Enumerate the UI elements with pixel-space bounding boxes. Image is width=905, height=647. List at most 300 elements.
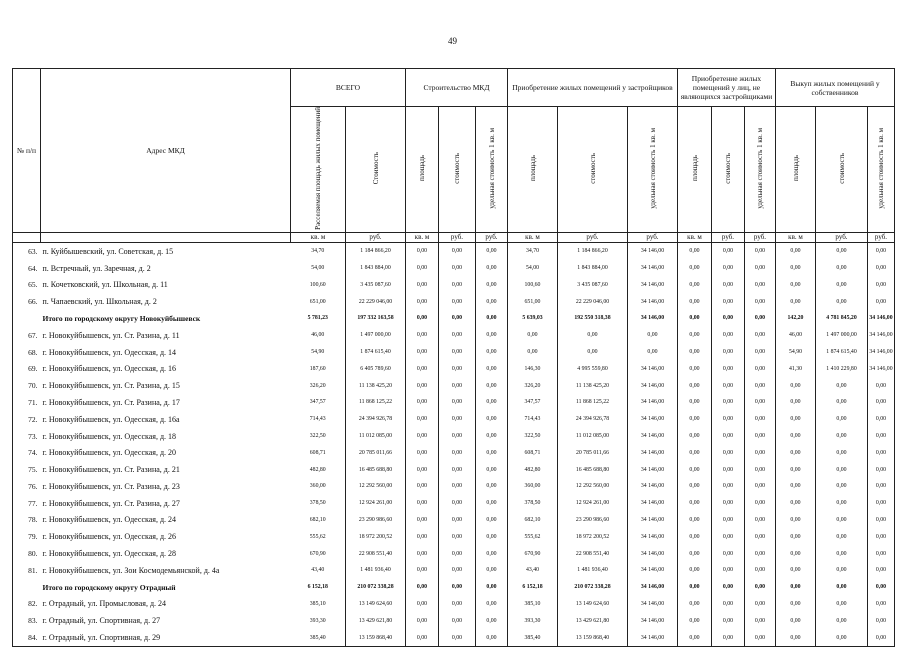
cell-value: 16 485 688,80 xyxy=(558,461,628,478)
table-row xyxy=(13,394,895,411)
cell-value: 0,00 xyxy=(712,629,745,646)
row-address: г. Новокуйбышевск, ул. Одесская, д. 16а xyxy=(42,414,180,424)
cell-value: 0,00 xyxy=(476,612,508,629)
cell-value: 322,50 xyxy=(508,428,558,445)
cell-value: 0,00 xyxy=(558,327,628,344)
cell-value: 0,00 xyxy=(406,444,439,461)
total-row xyxy=(13,579,895,596)
row-number: 80. xyxy=(13,545,41,562)
cell-value: 651,00 xyxy=(291,293,346,310)
cell-value: 0,00 xyxy=(406,428,439,445)
cell-value: 100,60 xyxy=(508,276,558,293)
cell-value: 0,00 xyxy=(816,242,868,259)
cell-value: 0,00 xyxy=(868,444,895,461)
cell-value: 0,00 xyxy=(439,310,476,327)
table-row xyxy=(13,276,895,293)
table-row xyxy=(13,562,895,579)
cell-value: 0,00 xyxy=(776,276,816,293)
cell-value: 0,00 xyxy=(776,495,816,512)
cell-value: 0,00 xyxy=(439,495,476,512)
cell-value: 0,00 xyxy=(476,394,508,411)
cell-value: 378,50 xyxy=(291,495,346,512)
cell-value: 1 184 866,20 xyxy=(346,242,406,259)
cell-value: 0,00 xyxy=(476,545,508,562)
cell-value: 651,00 xyxy=(508,293,558,310)
cell-value: 0,00 xyxy=(678,512,712,529)
cell-value: 0,00 xyxy=(712,528,745,545)
cell-value: 0,00 xyxy=(868,461,895,478)
cell-value: 1 497 000,00 xyxy=(816,327,868,344)
cell-value: 0,00 xyxy=(439,612,476,629)
cell-value: 0,00 xyxy=(712,545,745,562)
cell-value: 0,00 xyxy=(476,327,508,344)
cell-value: 12 924 261,00 xyxy=(558,495,628,512)
cell-value: 0,00 xyxy=(476,579,508,596)
cell-value: 0,00 xyxy=(628,344,678,361)
cell-value: 0,00 xyxy=(868,242,895,259)
cell-value: 0,00 xyxy=(678,478,712,495)
cell-value: 714,43 xyxy=(291,411,346,428)
row-number xyxy=(13,579,41,596)
cell-value: 0,00 xyxy=(816,562,868,579)
unit-label: руб. xyxy=(439,232,476,242)
cell-value: 0,00 xyxy=(745,242,776,259)
cell-value: 22 908 551,40 xyxy=(558,545,628,562)
cell-value: 0,00 xyxy=(439,428,476,445)
table-row xyxy=(13,495,895,512)
cell-value: 0,00 xyxy=(745,629,776,646)
header-total: ВСЕГО xyxy=(291,69,406,107)
cell-value: 0,00 xyxy=(745,360,776,377)
row-number: 64. xyxy=(13,260,41,277)
sub-unit-cost: удельная стоимость 1 кв. м xyxy=(648,128,657,209)
cell-value: 0,00 xyxy=(745,545,776,562)
cell-value: 0,00 xyxy=(476,428,508,445)
cell-value: 11 868 125,22 xyxy=(558,394,628,411)
cell-value: 0,00 xyxy=(712,478,745,495)
cell-value: 11 012 085,00 xyxy=(346,428,406,445)
cell-value: 34 146,00 xyxy=(628,276,678,293)
cell-value: 1 874 615,40 xyxy=(816,344,868,361)
cell-value: 0,00 xyxy=(678,276,712,293)
cell-value: 0,00 xyxy=(476,242,508,259)
table-row xyxy=(13,428,895,445)
table-row xyxy=(13,629,895,646)
cell-value: 0,00 xyxy=(776,377,816,394)
cell-value: 0,00 xyxy=(439,629,476,646)
cell-value: 0,00 xyxy=(776,612,816,629)
cell-value: 23 290 986,60 xyxy=(558,512,628,529)
cell-value: 0,00 xyxy=(476,293,508,310)
cell-value: 43,40 xyxy=(508,562,558,579)
sub-cost: стоимость xyxy=(453,153,461,184)
cell-value: 326,20 xyxy=(508,377,558,394)
cell-value: 0,00 xyxy=(816,579,868,596)
table-row xyxy=(13,545,895,562)
row-number: 73. xyxy=(13,428,41,445)
table-row xyxy=(13,596,895,613)
total-label: Итого по городскому округу Отрадный xyxy=(42,582,176,592)
cell-value: 0,00 xyxy=(816,293,868,310)
row-number: 65. xyxy=(13,276,41,293)
cell-value: 1 497 000,00 xyxy=(346,327,406,344)
table-row xyxy=(13,528,895,545)
cell-value: 0,00 xyxy=(406,461,439,478)
row-number: 79. xyxy=(13,528,41,545)
header-nondev-purchase: Приобретение жилых помещений у лиц, не являющихся застройщиками xyxy=(678,69,776,107)
cell-value: 0,00 xyxy=(776,545,816,562)
table-body xyxy=(13,242,895,646)
cell-value: 0,00 xyxy=(745,528,776,545)
cell-value: 0,00 xyxy=(868,579,895,596)
cell-value: 0,00 xyxy=(745,428,776,445)
cell-value: 13 429 621,80 xyxy=(558,612,628,629)
cell-value: 34 146,00 xyxy=(628,394,678,411)
cell-value: 6 405 789,60 xyxy=(346,360,406,377)
cell-value: 54,90 xyxy=(291,344,346,361)
cell-value: 0,00 xyxy=(712,411,745,428)
cell-value: 0,00 xyxy=(406,260,439,277)
row-number: 71. xyxy=(13,394,41,411)
table-row xyxy=(13,612,895,629)
row-address: г. Новокуйбышевск, ул. Одесская, д. 18 xyxy=(42,431,177,441)
total-row xyxy=(13,310,895,327)
cell-value: 20 785 011,66 xyxy=(346,444,406,461)
cell-value: 482,80 xyxy=(291,461,346,478)
cell-value: 0,00 xyxy=(406,579,439,596)
cell-value: 34 146,00 xyxy=(628,478,678,495)
cell-value: 0,00 xyxy=(712,428,745,445)
cell-value: 555,62 xyxy=(291,528,346,545)
cell-value: 6 152,18 xyxy=(291,579,346,596)
cell-value: 0,00 xyxy=(816,461,868,478)
cell-value: 43,40 xyxy=(291,562,346,579)
cell-value: 0,00 xyxy=(406,327,439,344)
cell-value: 34 146,00 xyxy=(868,360,895,377)
cell-value: 0,00 xyxy=(712,310,745,327)
cell-value: 0,00 xyxy=(712,579,745,596)
cell-value: 0,00 xyxy=(406,242,439,259)
cell-value: 0,00 xyxy=(776,629,816,646)
cell-value: 0,00 xyxy=(439,276,476,293)
row-address: п. Чапаевский, ул. Школьная, д. 2 xyxy=(42,297,157,307)
cell-value: 0,00 xyxy=(406,545,439,562)
cell-value: 0,00 xyxy=(745,579,776,596)
cell-value: 347,57 xyxy=(291,394,346,411)
cell-value: 0,00 xyxy=(476,444,508,461)
table-row xyxy=(13,461,895,478)
unit-label: руб. xyxy=(558,232,628,242)
cell-value: 0,00 xyxy=(745,612,776,629)
table-row xyxy=(13,478,895,495)
cell-value: 0,00 xyxy=(712,293,745,310)
cell-value: 378,50 xyxy=(508,495,558,512)
cell-value: 4 781 845,20 xyxy=(816,310,868,327)
cell-value: 0,00 xyxy=(678,360,712,377)
cell-value: 34 146,00 xyxy=(628,444,678,461)
cell-value: 0,00 xyxy=(439,528,476,545)
row-number: 69. xyxy=(13,360,41,377)
cell-value: 0,00 xyxy=(406,360,439,377)
cell-value: 34 146,00 xyxy=(628,579,678,596)
cell-value: 0,00 xyxy=(712,461,745,478)
cell-value: 11 138 425,20 xyxy=(558,377,628,394)
cell-value: 0,00 xyxy=(745,327,776,344)
cell-value: 0,00 xyxy=(776,444,816,461)
cell-value: 210 072 338,28 xyxy=(346,579,406,596)
cell-value: 12 292 560,00 xyxy=(346,478,406,495)
cell-value: 0,00 xyxy=(476,596,508,613)
cell-value: 142,20 xyxy=(776,310,816,327)
cell-value: 34 146,00 xyxy=(628,495,678,512)
sub-area: площадь xyxy=(690,155,699,182)
row-number: 72. xyxy=(13,411,41,428)
cell-value: 360,00 xyxy=(508,478,558,495)
unit-label: кв. м xyxy=(678,232,712,242)
cell-value: 385,10 xyxy=(291,596,346,613)
row-address: г. Новокуйбышевск, ул. Ст. Разина, д. 15 xyxy=(42,381,180,391)
cell-value: 393,30 xyxy=(291,612,346,629)
cell-value: 0,00 xyxy=(678,629,712,646)
row-address: г. Новокуйбышевск, ул. Ст. Разина, д. 21 xyxy=(42,465,180,475)
cell-value: 360,00 xyxy=(291,478,346,495)
cell-value: 0,00 xyxy=(868,478,895,495)
cell-value: 0,00 xyxy=(712,444,745,461)
cell-value: 0,00 xyxy=(816,528,868,545)
row-number: 78. xyxy=(13,512,41,529)
cell-value: 13 159 868,40 xyxy=(558,629,628,646)
cell-value: 34 146,00 xyxy=(628,260,678,277)
cell-value: 34,70 xyxy=(508,242,558,259)
sub-total-area: Расселяемая площадь жилых помещений xyxy=(314,107,322,230)
sub-unit-cost: удельная стоимость 1 кв. м xyxy=(877,128,885,209)
cell-value: 0,00 xyxy=(476,512,508,529)
cell-value: 187,60 xyxy=(291,360,346,377)
cell-value: 197 332 163,58 xyxy=(346,310,406,327)
cell-value: 0,00 xyxy=(745,394,776,411)
cell-value: 0,00 xyxy=(439,260,476,277)
cell-value: 0,00 xyxy=(406,596,439,613)
cell-value: 13 429 621,80 xyxy=(346,612,406,629)
cell-value: 100,60 xyxy=(291,276,346,293)
cell-value: 23 290 986,60 xyxy=(346,512,406,529)
table-row xyxy=(13,293,895,310)
cell-value: 1 874 615,40 xyxy=(346,344,406,361)
cell-value: 34 146,00 xyxy=(628,629,678,646)
cell-value: 34 146,00 xyxy=(628,596,678,613)
sub-cost: стоимость xyxy=(724,153,732,184)
cell-value: 0,00 xyxy=(406,293,439,310)
cell-value: 0,00 xyxy=(508,327,558,344)
cell-value: 0,00 xyxy=(816,377,868,394)
cell-value: 0,00 xyxy=(476,562,508,579)
row-number: 70. xyxy=(13,377,41,394)
cell-value: 0,00 xyxy=(678,444,712,461)
cell-value: 0,00 xyxy=(816,545,868,562)
sub-total-cost: Стоимость xyxy=(371,152,380,185)
row-address: г. Новокуйбышевск, ул. Одесская, д. 14 xyxy=(42,347,177,357)
unit-label: кв. м xyxy=(291,232,346,242)
cell-value: 0,00 xyxy=(868,394,895,411)
cell-value: 46,00 xyxy=(291,327,346,344)
cell-value: 0,00 xyxy=(816,629,868,646)
cell-value: 0,00 xyxy=(406,562,439,579)
unit-label: руб. xyxy=(868,232,895,242)
page-number: 49 xyxy=(448,36,457,46)
row-address: г. Новокуйбышевск, ул. Ст. Разина, д. 27 xyxy=(42,498,180,508)
cell-value: 0,00 xyxy=(439,411,476,428)
cell-value: 0,00 xyxy=(476,629,508,646)
row-address: г. Отрадный, ул. Спортивная, д. 29 xyxy=(41,629,291,646)
row-number: 83. xyxy=(13,612,41,629)
cell-value: 11 868 125,22 xyxy=(346,394,406,411)
cell-value: 0,00 xyxy=(868,495,895,512)
cell-value: 24 394 926,78 xyxy=(558,411,628,428)
cell-value: 0,00 xyxy=(776,428,816,445)
cell-value: 385,40 xyxy=(508,629,558,646)
row-address: п. Кочетковский, ул. Школьная, д. 11 xyxy=(42,280,168,290)
cell-value: 482,80 xyxy=(508,461,558,478)
cell-value: 0,00 xyxy=(439,512,476,529)
row-address: г. Отрадный, ул. Спортивная, д. 27 xyxy=(42,616,161,626)
table-row xyxy=(13,360,895,377)
cell-value: 393,30 xyxy=(508,612,558,629)
cell-value: 0,00 xyxy=(558,344,628,361)
cell-value: 210 072 338,28 xyxy=(558,579,628,596)
cell-value: 0,00 xyxy=(816,394,868,411)
cell-value: 0,00 xyxy=(816,596,868,613)
cell-value: 0,00 xyxy=(745,512,776,529)
cell-value: 0,00 xyxy=(678,260,712,277)
header-address: Адрес МКД xyxy=(41,69,291,233)
cell-value: 0,00 xyxy=(406,495,439,512)
row-address: г. Новокуйбышевск, ул. Одесская, д. 24 xyxy=(42,515,177,525)
cell-value: 18 972 200,52 xyxy=(558,528,628,545)
table-row xyxy=(13,242,895,259)
cell-value: 0,00 xyxy=(745,562,776,579)
cell-value: 0,00 xyxy=(678,344,712,361)
cell-value: 0,00 xyxy=(712,377,745,394)
row-number: 68. xyxy=(13,344,41,361)
cell-value: 0,00 xyxy=(712,260,745,277)
header-buyout: Выкуп жилых помещений у собственников xyxy=(776,69,895,107)
cell-value: 34 146,00 xyxy=(628,512,678,529)
cell-value: 0,00 xyxy=(406,394,439,411)
cell-value: 0,00 xyxy=(628,327,678,344)
cell-value: 670,90 xyxy=(291,545,346,562)
table-row xyxy=(13,444,895,461)
sub-area: площадь xyxy=(791,155,800,182)
cell-value: 34 146,00 xyxy=(868,344,895,361)
cell-value: 34 146,00 xyxy=(628,377,678,394)
cell-value: 0,00 xyxy=(678,327,712,344)
cell-value: 46,00 xyxy=(776,327,816,344)
cell-value: 0,00 xyxy=(439,360,476,377)
cell-value: 1 843 884,00 xyxy=(558,260,628,277)
cell-value: 0,00 xyxy=(745,310,776,327)
cell-value: 4 995 559,80 xyxy=(558,360,628,377)
cell-value: 0,00 xyxy=(816,495,868,512)
header-dev-purchase: Приобретение жилых помещений у застройщиков xyxy=(508,69,678,107)
cell-value: 0,00 xyxy=(712,344,745,361)
cell-value: 0,00 xyxy=(868,562,895,579)
cell-value: 12 924 261,00 xyxy=(346,495,406,512)
row-number: 76. xyxy=(13,478,41,495)
cell-value: 0,00 xyxy=(678,377,712,394)
cell-value: 0,00 xyxy=(678,461,712,478)
cell-value: 0,00 xyxy=(712,394,745,411)
cell-value: 0,00 xyxy=(439,242,476,259)
cell-value: 0,00 xyxy=(868,512,895,529)
unit-label: кв. м xyxy=(406,232,439,242)
cell-value: 608,71 xyxy=(291,444,346,461)
cell-value: 0,00 xyxy=(712,612,745,629)
cell-value: 0,00 xyxy=(712,495,745,512)
cell-value: 0,00 xyxy=(776,242,816,259)
cell-value: 0,00 xyxy=(439,394,476,411)
cell-value: 0,00 xyxy=(439,478,476,495)
cell-value: 0,00 xyxy=(712,596,745,613)
cell-value: 0,00 xyxy=(439,596,476,613)
cell-value: 0,00 xyxy=(776,293,816,310)
cell-value: 34 146,00 xyxy=(628,545,678,562)
cell-value: 0,00 xyxy=(816,444,868,461)
cell-value: 0,00 xyxy=(745,461,776,478)
cell-value: 34 146,00 xyxy=(868,327,895,344)
cell-value: 0,00 xyxy=(816,478,868,495)
cell-value: 34 146,00 xyxy=(868,310,895,327)
row-address: г. Новокуйбышевск, ул. Одесская, д. 28 xyxy=(42,549,177,559)
cell-value: 34 146,00 xyxy=(628,612,678,629)
table-row xyxy=(13,260,895,277)
table-row xyxy=(13,327,895,344)
cell-value: 0,00 xyxy=(868,629,895,646)
cell-value: 555,62 xyxy=(508,528,558,545)
cell-value: 41,30 xyxy=(776,360,816,377)
cell-value: 0,00 xyxy=(816,411,868,428)
cell-value: 12 292 560,00 xyxy=(558,478,628,495)
cell-value: 0,00 xyxy=(678,495,712,512)
cell-value: 0,00 xyxy=(439,579,476,596)
cell-value: 0,00 xyxy=(678,596,712,613)
cell-value: 0,00 xyxy=(439,545,476,562)
cell-value: 1 481 936,40 xyxy=(558,562,628,579)
cell-value: 608,71 xyxy=(508,444,558,461)
cell-value: 0,00 xyxy=(776,562,816,579)
cell-value: 0,00 xyxy=(776,478,816,495)
cell-value: 385,40 xyxy=(291,629,346,646)
cell-value: 0,00 xyxy=(406,310,439,327)
cell-value: 0,00 xyxy=(776,411,816,428)
cell-value: 16 485 688,80 xyxy=(346,461,406,478)
cell-value: 0,00 xyxy=(406,411,439,428)
cell-value: 0,00 xyxy=(406,612,439,629)
cell-value: 682,10 xyxy=(508,512,558,529)
cell-value: 34 146,00 xyxy=(628,310,678,327)
cell-value: 326,20 xyxy=(291,377,346,394)
sub-cost: стоимость xyxy=(588,153,597,184)
cell-value: 322,50 xyxy=(291,428,346,445)
cell-value: 0,00 xyxy=(476,478,508,495)
cell-value: 0,00 xyxy=(712,276,745,293)
cell-value: 0,00 xyxy=(439,377,476,394)
cell-value: 1 481 936,40 xyxy=(346,562,406,579)
housing-table xyxy=(12,68,895,647)
row-address: г. Новокуйбышевск, ул. Одесская, д. 26 xyxy=(42,532,177,542)
cell-value: 11 012 085,00 xyxy=(558,428,628,445)
cell-value: 0,00 xyxy=(745,344,776,361)
cell-value: 0,00 xyxy=(816,428,868,445)
